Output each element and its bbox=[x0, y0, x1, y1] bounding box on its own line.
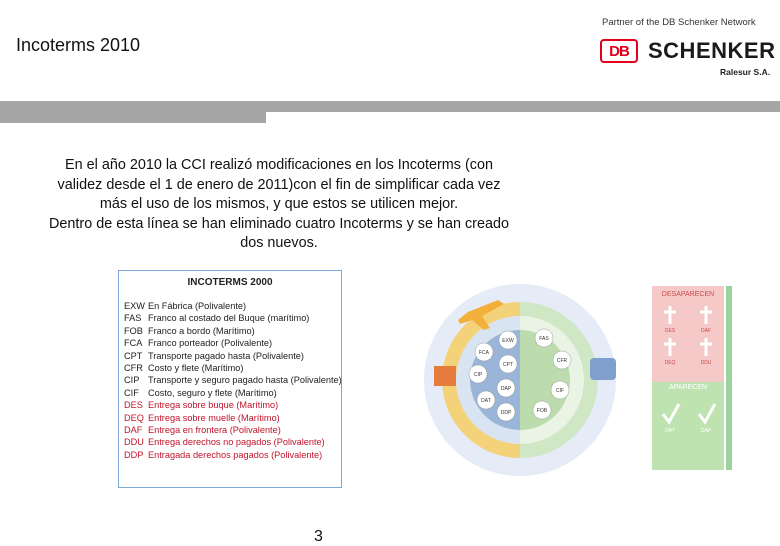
page-title: Incoterms 2010 bbox=[16, 35, 141, 55]
incoterm-code: DDP bbox=[124, 449, 144, 460]
intro-line: dos nuevos. bbox=[240, 235, 318, 251]
incoterm-code: DDU bbox=[124, 437, 144, 448]
incoterms-2000-title: INCOTERMS 2000 bbox=[187, 277, 273, 288]
changes-panel bbox=[652, 286, 734, 470]
intro-line: Dentro de esta línea se han eliminado cuatro Incoterms y se han creado bbox=[49, 215, 509, 232]
db-mark: DB bbox=[600, 39, 638, 63]
incoterm-row bbox=[124, 437, 325, 447]
wheel-code-label: CIP bbox=[473, 372, 483, 378]
intro-line: En el año 2010 la CCI realizó modificaciones en los Incoterms (con bbox=[65, 157, 493, 173]
incoterm-code: DEQ bbox=[124, 412, 144, 423]
wheel-code-label: EXW bbox=[502, 338, 514, 344]
wheel-code-label: FCA bbox=[479, 350, 489, 356]
removed-code: DEQ bbox=[664, 360, 676, 366]
wheel-code-label: CFR bbox=[556, 358, 568, 364]
incoterm-code: DAF bbox=[124, 425, 143, 435]
wheel-code-label: DAT bbox=[481, 398, 491, 404]
incoterm-row bbox=[124, 351, 304, 361]
incoterm-row bbox=[124, 388, 277, 398]
container-icon bbox=[590, 358, 616, 380]
incoterm-description: En Fábrica (Polivalente) bbox=[148, 301, 247, 311]
incoterm-code: EXW bbox=[124, 301, 145, 311]
header-divider bbox=[0, 101, 780, 112]
incoterm-description: Costo y flete (Marítimo) bbox=[148, 363, 244, 373]
incoterm-description: Entrega derechos no pagados (Polivalente) bbox=[148, 437, 325, 448]
intro-paragraph bbox=[18, 156, 540, 254]
incoterm-description: Transporte pagado hasta (Polivalente) bbox=[148, 350, 304, 361]
incoterm-code: CPT bbox=[124, 350, 143, 361]
incoterm-code: CFR bbox=[124, 363, 143, 373]
wheel-code-label: CIF bbox=[555, 388, 565, 394]
removed-code: DES bbox=[664, 328, 676, 334]
sub-brand: Ralesur S.A. bbox=[720, 67, 771, 77]
incoterm-code: FOB bbox=[124, 325, 143, 336]
incoterm-row bbox=[124, 301, 246, 311]
incoterm-row bbox=[124, 375, 342, 385]
incoterm-code: DES bbox=[124, 400, 143, 411]
incoterm-row bbox=[124, 425, 281, 435]
incoterm-code: CIP bbox=[124, 375, 140, 386]
incoterm-code: CIF bbox=[124, 387, 139, 398]
partner-text: Partner of the DB Schenker Network bbox=[602, 17, 756, 28]
added-panel bbox=[652, 382, 724, 470]
intro-line: validez desde el 1 de enero de 2011)con el fin de simplificar cada vez bbox=[57, 176, 501, 193]
removed-panel bbox=[652, 286, 724, 382]
removed-code: DDU bbox=[700, 360, 712, 366]
incoterms-wheel-diagram bbox=[420, 272, 636, 488]
incoterm-description: Franco porteador (Polivalente) bbox=[148, 338, 273, 349]
schenker-logo bbox=[600, 38, 775, 64]
incoterm-row bbox=[124, 413, 280, 423]
incoterm-description: Entrega sobre buque (Marítimo) bbox=[148, 400, 279, 411]
wheel-code-label: FOB bbox=[536, 408, 548, 414]
incoterm-code: FAS bbox=[124, 313, 142, 324]
incoterm-row bbox=[124, 338, 272, 348]
added-label: APARECEN bbox=[669, 384, 707, 391]
removed-label: DESAPARECEN bbox=[661, 291, 715, 298]
incoterm-description: Franco a bordo (Marítimo) bbox=[148, 325, 255, 336]
incoterm-description: Entrega en frontera (Polivalente) bbox=[148, 425, 281, 435]
incoterm-description: Franco al costado del Buque (marítimo) bbox=[148, 313, 310, 324]
incoterm-row bbox=[124, 313, 309, 323]
added-code: DAT bbox=[665, 428, 675, 434]
incoterm-row bbox=[124, 400, 278, 410]
incoterm-description: Entrega sobre muelle (Marítimo) bbox=[148, 412, 280, 423]
incoterm-code: FCA bbox=[124, 338, 143, 349]
panel-accent bbox=[726, 286, 732, 470]
added-code: DAP bbox=[700, 428, 712, 434]
incoterm-row bbox=[124, 363, 243, 373]
page-number: 3 bbox=[314, 528, 323, 545]
brand-name: SCHENKER bbox=[648, 38, 776, 63]
wheel-code-label: DAP bbox=[500, 386, 512, 392]
incoterm-description: Costo, seguro y flete (Marítimo) bbox=[148, 387, 277, 398]
incoterms-2000-table bbox=[118, 270, 342, 488]
intro-line: más el uso de los mismos, y que estos se utilicen mejor. bbox=[99, 196, 459, 212]
wheel-code-label: DDP bbox=[500, 410, 512, 416]
wheel-code-label: CPT bbox=[503, 362, 513, 368]
incoterm-row bbox=[124, 450, 322, 460]
incoterm-description: Transporte y seguro pagado hasta (Polivalente) bbox=[148, 375, 342, 386]
truck-icon bbox=[434, 366, 456, 386]
incoterm-row bbox=[124, 326, 255, 336]
header-divider-short bbox=[0, 112, 266, 123]
incoterm-description: Entragada derechos pagados (Polivalente) bbox=[148, 449, 323, 460]
wheel-code-label: FAS bbox=[539, 336, 549, 342]
removed-code: DAF bbox=[701, 328, 711, 334]
